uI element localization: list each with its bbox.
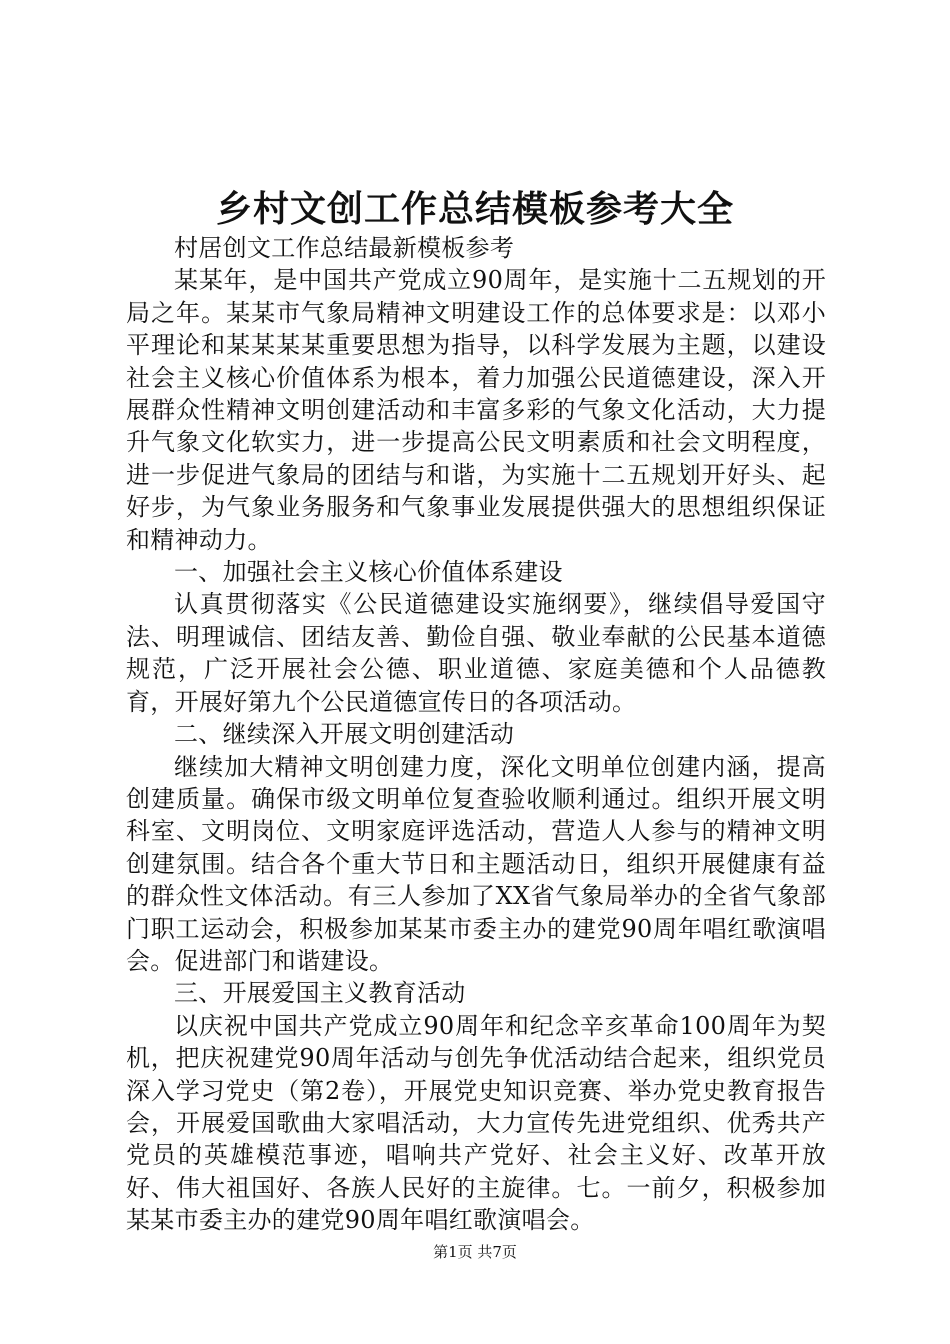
section-paragraph-3: 以庆祝中国共产党成立90周年和纪念辛亥革命100周年为契机，把庆祝建党90周年活动与创先争优活动结合起来，组织党员深入学习党史（第2卷），开展党史知识竞赛、举办党史教育报告会，开展爱国歌曲大家唱活动，大力宣传先进党组织、优秀共产党员的英雄模范事迹，唱响共产党好、社会主义好、改革开放好、伟大祖国好、各族人民好的主旋律。七。一前夕，积极参加某某市委主办的建党90周年唱红歌演唱会。 bbox=[126, 1011, 826, 1235]
document-body bbox=[126, 232, 826, 1237]
intro-paragraph: 某某年，是中国共产党成立90周年，是实施十二五规划的开局之年。某某市气象局精神文明建设工作的总体要求是：以邓小平理论和某某某某重要思想为指导，以科学发展为主题，以建设社会主义核心价值体系为根本，着力加强公民道德建设，深入开展群众性精神文明创建活动和丰富多彩的气象文化活动，大力提升气象文化软实力，进一步提高公民文明素质和社会文明程度，进一步促进气象局的团结与和谐，为实施十二五规划开好头、起好步，为气象业务服务和气象事业发展提供强大的思想组织保证和精神动力。 bbox=[126, 266, 826, 554]
section-heading-2: 二、继续深入开展文明创建活动 bbox=[174, 720, 515, 749]
page-number: 第1页 共7页 bbox=[433, 1243, 517, 1261]
subtitle-paragraph: 村居创文工作总结最新模板参考 bbox=[174, 234, 515, 262]
section-paragraph-2: 继续加大精神文明创建力度，深化文明单位创建内涵，提高创建质量。确保市级文明单位复查验收顺利通过。组织开展文明科室、文明岗位、文明家庭评选活动，营造人人参与的精神文明创建氛围。结合各个重大节日和主题活动日，组织开展健康有益的群众性文体活动。有三人参加了XX省气象局举办的全省气象部门职工运动会，积极参加某某市委主办的建党90周年唱红歌演唱会。促进部门和谐建设。 bbox=[126, 752, 826, 975]
section-heading-3: 三、开展爱国主义教育活动 bbox=[174, 979, 466, 1008]
section-heading-1: 一、加强社会主义核心价值体系建设 bbox=[174, 558, 563, 587]
document-title: 乡村文创工作总结模板参考大全 bbox=[215, 188, 734, 230]
section-paragraph-1: 认真贯彻落实《公民道德建设实施纲要》，继续倡导爱国守法、明理诚信、团结友善、勤俭自强、敬业奉献的公民基本道德规范，广泛开展社会公德、职业道德、家庭美德和个人品德教育，开展好第九个公民道德宣传日的各项活动。 bbox=[126, 590, 826, 716]
